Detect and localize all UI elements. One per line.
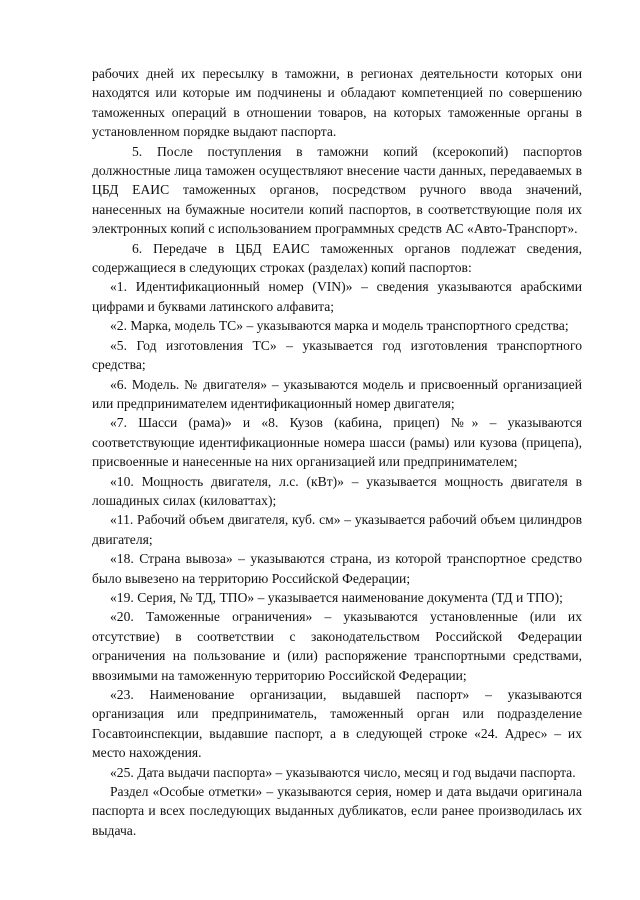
paragraph-line-7-8-chassis-body: «7. Шасси (рама)» и «8. Кузов (кабина, прицеп) №» – указываются соответствующие идентификационные номера шасси (рамы) или кузова (прицепа), присвоенные и нанесенные на них организацией или предпринимателем; xyxy=(92,415,582,470)
paragraph-line-1-vin: «1. Идентификационный номер (VIN)» – сведения указываются арабскими цифрами и буквами латинского алфавита; xyxy=(92,279,582,314)
paragraph-line-5-year: «5. Год изготовления ТС» – указывается год изготовления транспортного средства; xyxy=(92,337,582,373)
paragraph-line-25-issue-date: «25. Дата выдачи паспорта» – указываются число, месяц и год выдачи паспорта. xyxy=(110,764,576,780)
paragraph-item-5: 5. После поступления в таможни копий (ксерокопий) паспортов должностные лица таможен осуществляют внесение части данных, передаваемых в ЦБД ЕАИС таможенных органов, посредством ручного ввода значений, нанесенных на бумажные носители копий паспортов, в соответствующие поля их электронных копий с использованием программных средств АС «Авто-Транспорт». xyxy=(92,143,582,237)
paragraph-line-11-displacement: «11. Рабочий объем двигателя, куб. см» – указывается рабочий объем цилиндров двигателя; xyxy=(92,512,582,547)
paragraph-line-23-issuer: «23. Наименование организации, выдавшей паспорт» – указываются организация или предприниматель, таможенный орган или подразделение Госавтоинспекции, выдавшие паспорт, а в следующей строке «24. Адрес» – их место нахождения. xyxy=(92,687,582,761)
paragraph-line-19-td-tpo: «19. Серия, № ТД, ТПО» – указывается наименование документа (ТД и ТПО); xyxy=(110,589,563,605)
paragraph-continuation: рабочих дней их пересылку в таможни, в регионах деятельности которых они находятся или которые им подчинены и обладают компетенцией по совершению таможенных операций в отношении товаров, на которых таможенные органы в установленном порядке выдают паспорта. xyxy=(92,66,582,140)
paragraph-line-6-engine: «6. Модель. № двигателя» – указываются модель и присвоенный организацией или предпринимателем идентификационный номер двигателя; xyxy=(92,376,582,411)
paragraph-line-18-export-country: «18. Страна вывоза» – указываются страна, из которой транспортное средство было вывезено на территорию Российской Федерации; xyxy=(92,551,582,586)
paragraph-item-6: 6. Передаче в ЦБД ЕАИС таможенных органов подлежат сведения, содержащиеся в следующих строках (разделах) копий паспортов: xyxy=(92,240,582,276)
paragraph-special-notes: Раздел «Особые отметки» – указываются серия, номер и дата выдачи оригинала паспорта и всех последующих выданных дубликатов, если ранее производилась их выдача. xyxy=(92,784,582,838)
paragraph-line-20-restrictions: «20. Таможенные ограничения» – указываются установленные (или их отсутствие) в соответствии с законодательством Российской Федерации ограничения на пользование и (или) распоряжение транспортными средствами, ввозимыми на таможенную территорию Российской Федерации; xyxy=(92,609,582,683)
paragraph-line-10-power: «10. Мощность двигателя, л.с. (кВт)» – указывается мощность двигателя в лошадиных силах (киловаттах); xyxy=(92,473,582,508)
paragraph-line-2-make-model: «2. Марка, модель ТС» – указываются марка и модель транспортного средства; xyxy=(110,318,569,334)
